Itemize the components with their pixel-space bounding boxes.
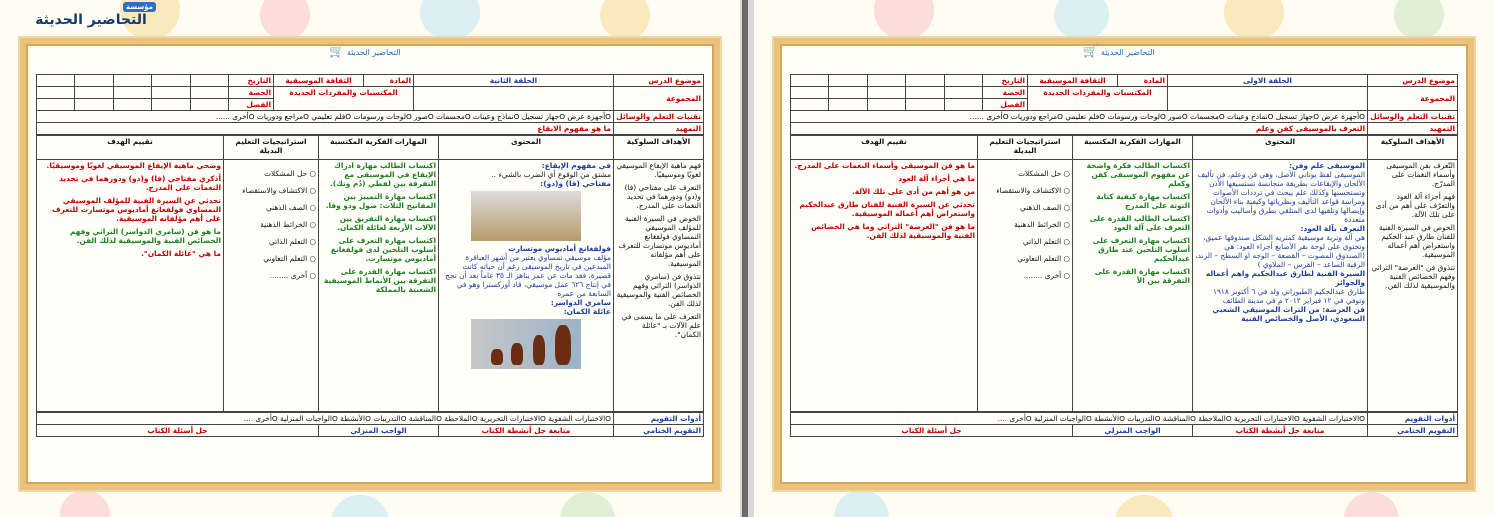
activities-text: متابعة حل أنشطة الكتاب bbox=[439, 425, 614, 437]
content-heading: عائلة الكمان: bbox=[563, 307, 611, 316]
skill-item: اكتساب الطالب القدرة على التعرف على آلة العود bbox=[1089, 214, 1190, 232]
brand-logo-text: التحاضير الحديثة bbox=[35, 12, 147, 28]
date-label: التاريخ bbox=[983, 75, 1028, 87]
skills-list bbox=[1073, 160, 1193, 412]
strategy-option[interactable]: ○ الخرائط الذهنية bbox=[260, 220, 316, 229]
intro-label: التمهيد bbox=[1368, 123, 1458, 135]
techniques-value: Oأجهزة عرض Oجهاز تسجيل Oنماذج وعينات Oمجسمات Oصور Oلوحات ورسومات Oفلم تعليمي Oمراجع ودوريات Oأخرى ...... bbox=[791, 111, 1368, 123]
content-heading: فن العرضة: من التراث الموسيقي الشعبي السعودي، الأصل والخصائص الفنية bbox=[1212, 305, 1365, 323]
objective-item: التّعرف بفن الموسيقى وأسماء النغمات على المدرّج. bbox=[1386, 161, 1455, 188]
tools-value: Oالاختبارات الشفوية Oالاختبارات التحريرية Oالملاحظة Oالمناقشة Oالتدريبات Oالأنشطة Oالواجبات المنزلية Oأخرى .... bbox=[791, 413, 1368, 425]
skill-item: اكتساب مهارة القدرة على التفرقة بين الأنماط الموسيقية الشعبية بالمملكة bbox=[324, 267, 436, 294]
strategy-option[interactable]: ○ أخرى ........ bbox=[1023, 271, 1070, 280]
brand-logo bbox=[2, 2, 180, 38]
period-label: الحصة bbox=[229, 87, 274, 99]
decor-dot bbox=[1344, 492, 1399, 517]
evaluation-item: ما هي "عائلة الكمان". bbox=[141, 249, 221, 258]
content-heading: في مفهوم الإيقاع: bbox=[541, 161, 611, 170]
group-label: المجموعة bbox=[1368, 87, 1458, 111]
evaluation-header: تقييم الهدف bbox=[37, 136, 224, 160]
strategy-option[interactable]: ○ الاكتشاف والاستقصاء bbox=[242, 186, 316, 195]
strategy-option[interactable]: ○ الصف الذهني bbox=[1020, 203, 1070, 212]
final-label: التقويم الختامي bbox=[614, 425, 704, 437]
strategy-option[interactable]: ○ التعلم التعاوني bbox=[1017, 254, 1070, 263]
period-label: الحصة bbox=[983, 87, 1028, 99]
cart-icon: 🛒 bbox=[1083, 44, 1099, 58]
evaluation-item: من هو أهم من أدى على تلك الآلة. bbox=[851, 187, 975, 196]
header-logo-text: التحاضير الحديثة bbox=[346, 48, 401, 57]
objectives-header: الأهداف السلوكية bbox=[614, 136, 704, 160]
topic-label: موضوع الدرس bbox=[1368, 75, 1458, 87]
header-logo-text: التحاضير الحديثة bbox=[1100, 48, 1155, 57]
class-label: الفصل bbox=[983, 99, 1028, 111]
objectives-list bbox=[1368, 160, 1458, 412]
evaluation-list bbox=[791, 160, 978, 412]
skill-item: اكتساب الطالب مهارة ادراك الإيقاع في الموسيقى مع التفرقة بين لفظي (دُم وتك). bbox=[329, 161, 436, 188]
skills-header: المهارات الفكرية المكتسبة bbox=[1073, 136, 1193, 160]
brand-logo-badge: مؤسسة bbox=[123, 2, 156, 12]
skill-item: اكتساب مهارة التمييز بين المفاتيح الثلاث: صول ودو وفا. bbox=[325, 192, 436, 210]
lesson-page-right bbox=[754, 0, 1494, 517]
lesson-header-table bbox=[36, 74, 704, 135]
techniques-label: تقنيات التعلم والوسائل bbox=[614, 111, 704, 123]
skill-item: اكتساب مهارة كيفية كتابة النوتة على المدرج bbox=[1096, 192, 1190, 210]
evaluation-header: تقييم الهدف bbox=[791, 136, 978, 160]
strategies-list bbox=[224, 160, 319, 412]
strategy-option[interactable]: ○ الاكتشاف والاستقصاء bbox=[996, 186, 1070, 195]
subject-label: المادة bbox=[1118, 75, 1168, 87]
date-label: التاريخ bbox=[229, 75, 274, 87]
strategy-option[interactable]: ○ التعلم التعاوني bbox=[263, 254, 316, 263]
objective-item: التعرف على ما يسمى في علم الآلات بـ "عائلة الكمان". bbox=[621, 312, 701, 339]
lesson-page-left bbox=[0, 0, 740, 517]
group-label: المجموعة bbox=[614, 87, 704, 111]
content-heading: مفتاحي (فا) و(دو): bbox=[540, 179, 611, 188]
evaluation-list bbox=[37, 160, 224, 412]
decor-dot bbox=[834, 490, 889, 517]
decor-dot bbox=[874, 0, 934, 40]
violin-family-image bbox=[471, 319, 581, 369]
objectives-list bbox=[614, 160, 704, 412]
skill-item: اكتساب الطالب فكرة واضحة عن مفهوم الموسيقى كفن وكعلم bbox=[1086, 161, 1190, 188]
objective-item: فهم ماهية الإيقاع الموسيقي لغويًا وموسيقيًا. bbox=[616, 161, 701, 179]
activities-text: متابعة حل أنشطة الكتاب bbox=[1193, 425, 1368, 437]
strategy-option[interactable]: ○ حل المشكلات bbox=[264, 169, 316, 178]
book-questions: حل أسئلة الكتاب bbox=[37, 425, 319, 437]
strategy-option[interactable]: ○ أخرى ........ bbox=[269, 271, 316, 280]
content-heading: التعرف بآلة العود: bbox=[1300, 224, 1365, 233]
decor-dot bbox=[1224, 0, 1284, 40]
content-text: الموسيقى لفظ يوناني الأصل، وهي فن وعلم، فن تأليف الألحان والإيقاعات بطريقة متجانسة تستسيغها الأذن وتستحسنها وكذلك علم يبحث في ترددات الأصوات ومراسة قواعد التأليف ونظرياتها وكيفية بناء الألحان وإيصالها وتلقيها لدى المتلقي بطرق وأساليب وأدوات متعددة bbox=[1197, 170, 1365, 224]
evaluation-item: تحدثي عن السيرة الفنية للمؤلف الموسيقي النمساوي فولفغانغ أماديوس موتسارت للتعرف على أهم مؤلفاته الموسيقية. bbox=[52, 196, 221, 223]
content-header: المحتوى bbox=[1193, 136, 1368, 160]
skill-item: اكتساب مهارة التفريق بين الآلات الأربعة لعائلة الكمان. bbox=[337, 214, 436, 232]
header-logo bbox=[310, 44, 420, 68]
evaluation-item: ما هو فن الموسيقى وأسماء النغمات على المدرج. bbox=[794, 161, 975, 170]
strategy-option[interactable]: ○ الخرائط الذهنية bbox=[1014, 220, 1070, 229]
subject-value: الثقافة الموسيقية bbox=[1028, 75, 1118, 87]
decor-dot bbox=[330, 495, 390, 517]
intro-value: ما هو مفهوم الايقاع bbox=[37, 123, 614, 135]
content-heading: السيرة الفنية لطارق عبدالحكيم واهم أعماله والجوائز bbox=[1205, 269, 1365, 287]
skills-header: المهارات الفكرية المكتسبة bbox=[319, 136, 439, 160]
content-heading: فولفغانغ أماديوس موتسارت bbox=[508, 244, 611, 253]
music-staff-image bbox=[471, 191, 581, 241]
decor-dot bbox=[60, 490, 110, 517]
evaluation-item: ما هو فن "العرضة" التراثي وما هي الخصائص الفنية والموسيقية لذلك الفن. bbox=[811, 222, 975, 240]
skill-item: اكتساب مهارة التعرف على أسلوب التلحين لدى فولفغانغ أماديوس موتسارت. bbox=[330, 236, 436, 263]
evaluation-item: وضحي ماهية الإيقاع الموسيقي لغويًا وموسيقيًا. bbox=[46, 161, 221, 170]
content-text: هي آلة وترية موسيقية كمثريه الشكل صندوقها عميق، وتحتوي على لوحة نقر الأصابع أجزاء العود: هي (الصندوق المصوت – القصعة – الوجه او السطح – الزند، الرقبة الساعد – القرس – الملاوي ) bbox=[1195, 233, 1365, 269]
decor-dot bbox=[600, 0, 650, 40]
page-divider bbox=[742, 0, 748, 517]
decor-dot bbox=[1054, 0, 1109, 40]
decor-dot bbox=[560, 492, 615, 517]
class-label: الفصل bbox=[229, 99, 274, 111]
objective-item: فهم أجزاء آلة العود والتعرّف على أهم من أدى على تلك الآلة. bbox=[1375, 192, 1455, 219]
strategies-header: استراتيجيات التعليم البديلة bbox=[224, 136, 319, 160]
skills-list bbox=[319, 160, 439, 412]
book-questions: حل أسئلة الكتاب bbox=[791, 425, 1073, 437]
decor-dot bbox=[420, 0, 480, 40]
homework-label: الواجب المنزلي bbox=[319, 425, 439, 437]
homework-label: الواجب المنزلي bbox=[1073, 425, 1193, 437]
new-terms-label: المكتسبات والمفردات الجديدة bbox=[1028, 87, 1168, 111]
strategies-header: استراتيجيات التعليم البديلة bbox=[978, 136, 1073, 160]
skill-item: اكتساب مهارة القدرة على التفرقة بين الأ bbox=[1094, 267, 1190, 285]
content-cell bbox=[1193, 160, 1368, 412]
objective-item: التعرف على مفتاحي (فا) و(دو) ودورهما في تحديد النغمات على المدرج. bbox=[624, 183, 701, 210]
evaluation-item: ما هو فن (سامري الدواسر) التراثي وفهم الخصائص الفنية والموسيقية لذلك الفن. bbox=[69, 227, 221, 245]
evaluation-item: ما هي أجزاء آلة العود bbox=[898, 174, 975, 183]
objectives-header: الأهداف السلوكية bbox=[1368, 136, 1458, 160]
lesson-footer-table bbox=[36, 412, 704, 437]
final-label: التقويم الختامي bbox=[1368, 425, 1458, 437]
tools-label: أدوات التقويم bbox=[1368, 413, 1458, 425]
tools-label: أدوات التقويم bbox=[614, 413, 704, 425]
header-logo bbox=[1064, 44, 1174, 68]
strategy-option[interactable]: ○ الصف الذهني bbox=[266, 203, 316, 212]
content-heading: الموسيقى علم وفن: bbox=[1288, 161, 1365, 170]
decor-dot bbox=[1114, 495, 1174, 517]
content-header: المحتوى bbox=[439, 136, 614, 160]
content-text: طارق عبدالحكيم الطيوراني ولد في ٦ أكتوبر ١٩١٨ وتوفي في ١٢ فبراير ٢٠١٢ م في مدينة الطائف bbox=[1212, 287, 1365, 305]
decor-dot bbox=[260, 0, 310, 40]
lesson-header-table bbox=[790, 74, 1458, 135]
evaluation-item: تحدثي عن السيرة الفنية للفنان طارق عبدالحكيم واستعراض أهم أعماله الموسيقية. bbox=[799, 200, 975, 218]
objective-item: تتذوق فن "العرضة" التراثي وفهم الخصائص الفنية والموسيقية لذلك الفن. bbox=[1371, 263, 1455, 290]
strategy-option[interactable]: ○ التعلم الذاتي bbox=[268, 237, 316, 246]
content-heading: سامري الدواسر: bbox=[550, 298, 611, 307]
evaluation-item: أذكري مفتاحي (فا) و(دو) ودورهما في تحديد النغمات على المدرج. bbox=[59, 174, 221, 192]
new-terms-label: المكتسبات والمفردات الجديدة bbox=[274, 87, 414, 111]
content-text: مؤلف موسيقي نمساوي يعتبر من أشهر العباقرة المبدعين في تاريخ الموسيقى رغم أن حياته كانت قصيرة، فقد مات عن عمر يناهز الـ ٣٥ عاماً بعد أن نجح في إنتاج ٦٢٦ عمل موسيقي، قاد أوركسترا وهو في السابعة من عمره bbox=[445, 253, 611, 298]
lesson-body-table bbox=[36, 135, 704, 412]
subject-value: الثقافة الموسيقية bbox=[274, 75, 364, 87]
lesson-table-container bbox=[36, 74, 704, 470]
decor-dot bbox=[1394, 0, 1444, 40]
topic-value: الحلقة الثانية bbox=[414, 75, 614, 87]
tools-value: Oالاختبارات الشفوية Oالاختبارات التحريرية Oالملاحظة Oالمناقشة Oالتدريبات Oالأنشطة Oالواجبات المنزلية Oأخرى .... bbox=[37, 413, 614, 425]
lesson-footer-table bbox=[790, 412, 1458, 437]
objective-item: الخوض في السيرة الفنية للفنان طارق عبد الحكيم واستعراض أهم أعماله الموسيقية. bbox=[1378, 223, 1455, 259]
topic-value: الحلقة الاولى bbox=[1168, 75, 1368, 87]
intro-label: التمهيد bbox=[614, 123, 704, 135]
cart-icon: 🛒 bbox=[329, 44, 345, 58]
strategy-option[interactable]: ○ التعلم الذاتي bbox=[1022, 237, 1070, 246]
content-cell bbox=[439, 160, 614, 412]
topic-label: موضوع الدرس bbox=[614, 75, 704, 87]
subject-label: المادة bbox=[364, 75, 414, 87]
techniques-label: تقنيات التعلم والوسائل bbox=[1368, 111, 1458, 123]
strategy-option[interactable]: ○ حل المشكلات bbox=[1018, 169, 1070, 178]
objective-item: تتذوق فن (سامري الدواسر) التراثي وفهم الخصائص الفنية والموسيقية لذلك الفن. bbox=[616, 272, 701, 308]
skill-item: اكتساب مهارة التعرف على أسلوب التلحين عند طارق عبدالحكيم bbox=[1092, 236, 1190, 263]
lesson-body-table bbox=[790, 135, 1458, 412]
strategies-list bbox=[978, 160, 1073, 412]
lesson-table-container bbox=[790, 74, 1458, 470]
content-text: مشتق من الوقوع أي الضرب بالشيء .. bbox=[491, 170, 611, 179]
objective-item: الخوض في السيرة الفنية للمؤلف الموسيقي النمساوي فولفغانغ أماديوس موتسارت للتعرف على أهم مؤلفاته الموسيقية. bbox=[618, 214, 701, 268]
techniques-value: Oأجهزة عرض Oجهاز تسجيل Oنماذج وعينات Oمجسمات Oصور Oلوحات ورسومات Oفلم تعليمي Oمراجع ودوريات Oأخرى ...... bbox=[37, 111, 614, 123]
intro-value: التعرف بالموسيقى كفن وعلم bbox=[791, 123, 1368, 135]
